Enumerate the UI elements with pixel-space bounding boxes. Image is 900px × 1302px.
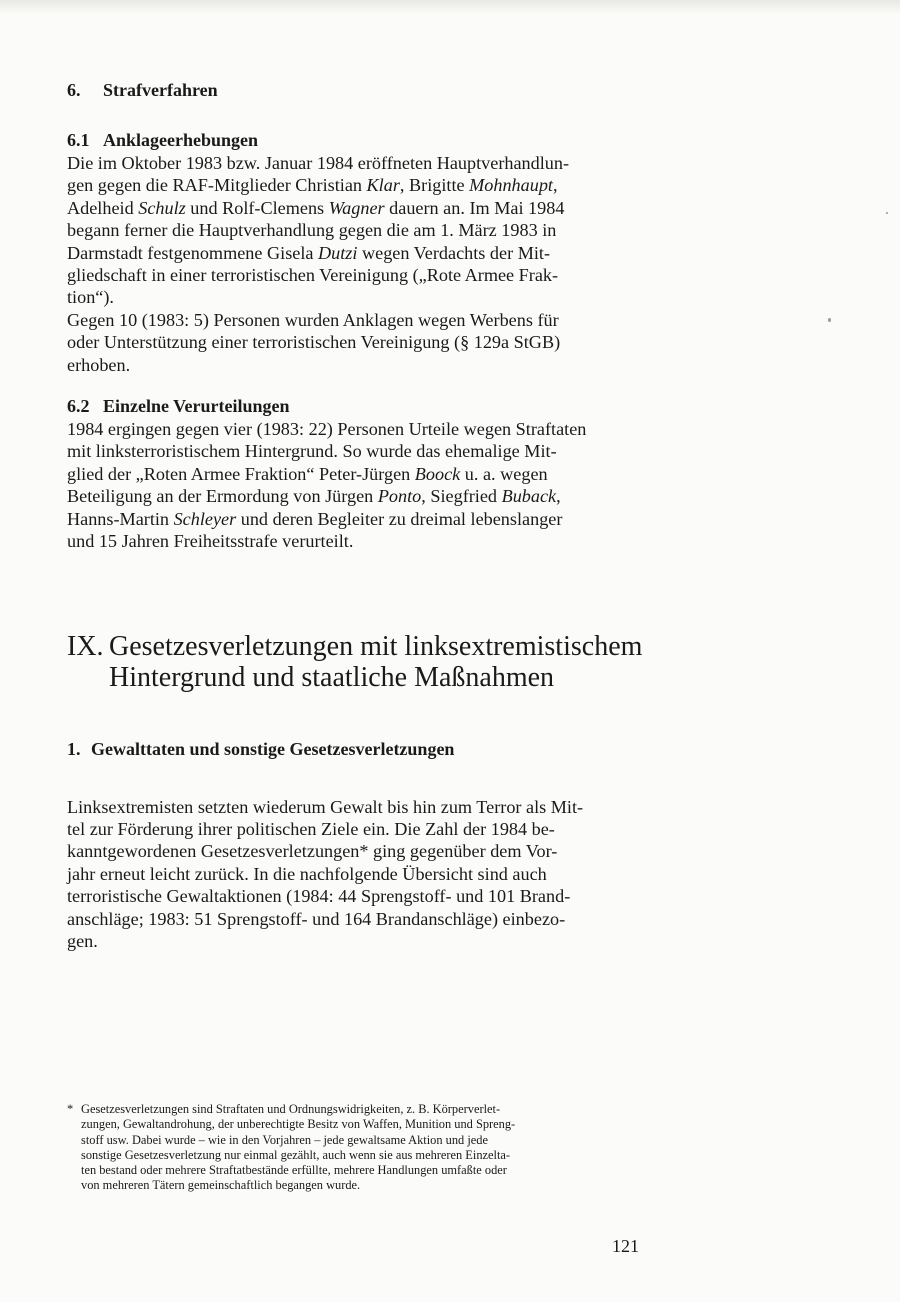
name: Boock bbox=[414, 463, 461, 484]
section-title: Anklageerhebungen bbox=[103, 130, 259, 150]
name: Ponto bbox=[377, 486, 422, 507]
page-number: 121 bbox=[612, 1236, 639, 1256]
section-number: 6.2 bbox=[67, 396, 90, 417]
footnote-text: Gesetzesverletzungen sind Straftaten und Ordnungswidrigkeiten, z. B. Körperverlet- zungen, Gewaltandrohung, der unberechtigte Besitz von Waffen, Munition und Spreng- stoff usw. Dabei wurde – wie in den Vorjahren – jede gewaltsame Aktion und jede sonstige Gesetzesverletzung nur einmal gezählt, auch wenn sie aus mehreren Einzelta- ten bestand oder mehrere Straftatbestände erfüllte, mehrere Handlungen umfaßte oder von mehreren Tätern gemeinschaftlich begangen wurde. bbox=[81, 1102, 516, 1192]
chapter-heading bbox=[67, 631, 645, 693]
section-number: 6.1 bbox=[67, 130, 90, 150]
paragraph: 1984 ergingen gegen vier (1983: 22) Personen Urteile wegen Straftaten mit linksterroristischem Hintergrund. So wurde das ehemalige Mit- glied der „Roten Armee Fraktion“ Peter-Jürgen Boock u. a. wegen Beteiligung an der Ermordung von Jürgen Ponto, Siegfried Buback, Hanns-Martin Schleyer und deren Begleiter zu dreimal lebenslanger und 15 Jahren Freiheitsstrafe verurteilt. bbox=[67, 419, 587, 552]
section-title: Strafverfahren bbox=[103, 80, 218, 100]
paragraph: Gegen 10 (1983: 5) Personen wurden Anklagen wegen Werbens für oder Unterstützung einer terroristischen Vereinigung (§ 129a StGB) erhoben. bbox=[67, 309, 561, 375]
name: Schulz bbox=[138, 197, 186, 218]
footnote-mark: * bbox=[67, 1102, 74, 1117]
name: Schleyer bbox=[173, 508, 237, 529]
section-6-heading bbox=[67, 78, 645, 102]
name: Mohnhaupt bbox=[469, 175, 553, 196]
chapter-title: Gesetzesverletzungen mit linksextremistischem Hintergrund und staatliche Maßnahmen bbox=[109, 630, 643, 693]
name: Dutzi bbox=[318, 242, 358, 263]
section-6-2-heading bbox=[67, 394, 645, 418]
paragraph: Die im Oktober 1983 bzw. Januar 1984 eröffneten Hauptverhandlun- gen gegen die RAF-Mitglieder Christian Klar, Brigitte Mohnhaupt, Adelheid Schulz und Rolf-Clemens Wagner dauern an. Im Mai 1984 begann ferner die Hauptverhandlung gegen die am 1. März 1983 in Darmstadt festgenommene Gisela Dutzi wegen Verdachts der Mit- gliedschaft in einer terroristischen Vereinigung („Rote Armee Frak- tion“). bbox=[67, 153, 570, 308]
paragraph: Linksextremisten setzten wiederum Gewalt bis hin zum Terror als Mit- tel zur Förderung ihrer politischen Ziele ein. Die Zahl der 1984 be- kanntgewordenen Gesetzesverletzungen* ging gegenüber dem Vor- jahr erneut leicht zurück. In die nachfolgende Übersicht sind auch terroristische Gewaltaktionen (1984: 44 Sprengstoff- und 101 Brand- anschläge; 1983: 51 Sprengstoff- und 164 Brandanschläge) einbezo- gen. bbox=[67, 796, 584, 951]
section-title: Gewalttaten und sonstige Gesetzesverletzungen bbox=[91, 738, 455, 759]
section-number: 6. bbox=[67, 80, 81, 100]
section-title: Einzelne Verurteilungen bbox=[103, 396, 290, 417]
scan-speck bbox=[828, 318, 831, 322]
chapter-number: IX. bbox=[67, 630, 104, 662]
name: Klar bbox=[366, 175, 400, 196]
name: Wagner bbox=[328, 197, 385, 218]
section-6-1-heading bbox=[67, 128, 645, 152]
section-1-heading bbox=[67, 737, 645, 761]
name: Buback bbox=[501, 486, 557, 507]
page-content bbox=[67, 60, 645, 1193]
footnote bbox=[67, 1102, 645, 1193]
section-number: 1. bbox=[67, 738, 81, 759]
scan-speck bbox=[886, 212, 888, 214]
scan-edge bbox=[0, 0, 900, 14]
